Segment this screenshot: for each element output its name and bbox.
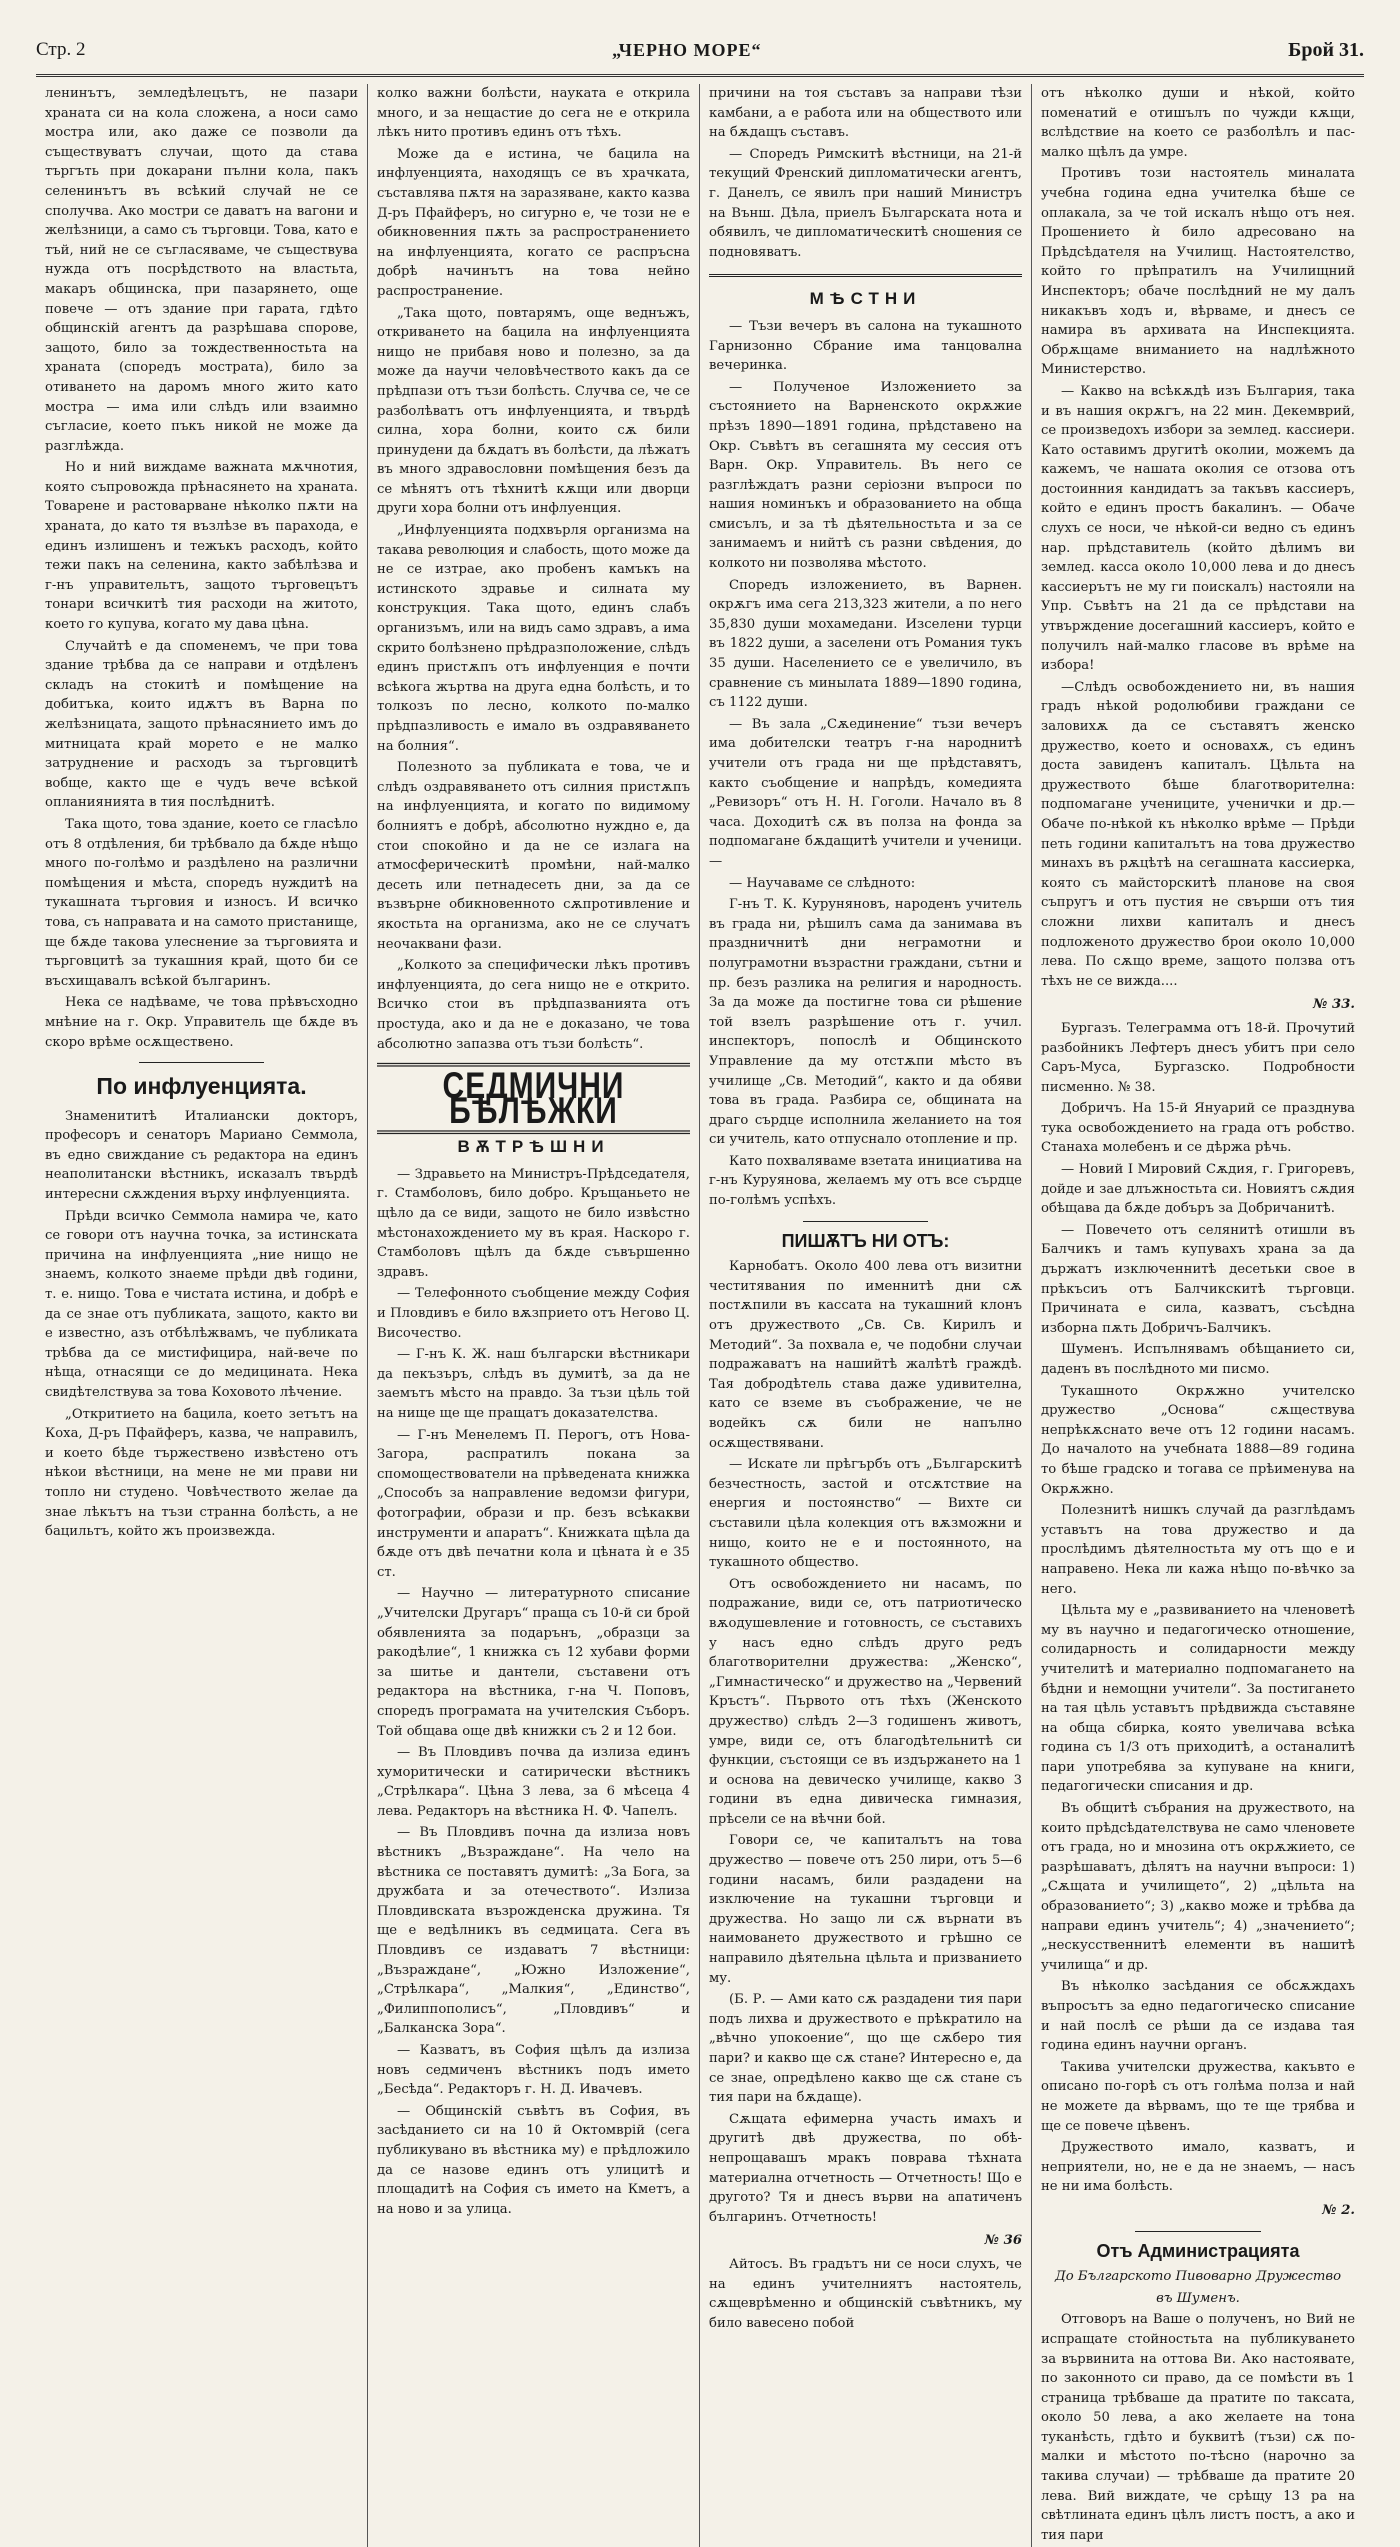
paragraph: Г-нъ Т. К. Куруняновъ, народенъ учитель въ града ни, рѣшилъ сама да занимава въ праздничнитѣ дни неграмотни и полуграмотни възрастни граждани, сътни и пр. безъ разлика на религия и народность. За да може да постигне това си рѣшение той взелъ разрѣшение отъ г. учил. инспекторъ, попослѣ и Общинското Управление да му отстѫпи мѣсто въ училище „Св. Методий“, както и да обяви това въ града. Разбира се, общината на драго сърдце исполнила желанието на тоя си учитель, като отпуснало отопление и пр.: [709, 897, 1022, 1148]
news-item: — Научно — литературното списание „Учителски Другаръ“ праща съ 10-й си брой обявленията за подарънъ, „образци за ракодѣлие“, 1 книжка съ 12 хубави форми за шитье и дантели, съставени отъ редактора на вѣстника, г-на Ч. Поповъ, споредъ програмата на учителския Съборъ. Той общава още двѣ книжки съ 2 и 12 бои.: [377, 1586, 690, 1739]
section-banner-weekly-notes: СЕДМИЧНИ БѢЛѢЖКИ: [377, 1063, 690, 1134]
paragraph: „Колкото за специфически лѣкъ противъ инфлуенцията, до сега нищо не е открито. Всичко стои въ прѣдпазванията отъ простуда, ако и да не е доказано, че това абсолютно запазва отъ тъзи болѣсть“.: [377, 958, 690, 1052]
paragraph: Така щото, това здание, което се гласѣло отъ 8 отдѣления, би трѣбвало да бѫде нѣщо много по-голѣмо и раздѣлено на различни помѣщения и мѣста, споредъ нуждитѣ на тукашната търговия и износъ. И всичко това, съ направата и на самото пристанище, ще бѫде такова улеснение за търговията и търговцитѣ за тукашния край, щото би се въсхищавалъ всѣкой българинъ.: [45, 816, 358, 989]
news-item: — Телефонното съобщение между София и Пловдивъ е било вѫзприето отъ Негово Ц. Височество.: [377, 1286, 690, 1341]
paragraph: Нека се надѣваме, че това прѣвъсходно мнѣние на г. Окр. Управитель ще бѫде въ скоро врѣме осѫществено.: [45, 995, 358, 1050]
news-item: — Споредъ Римскитѣ вѣстници, на 21-й текущий Френский дипломатически агентъ, г. Данелъ, се явилъ при наший Министръ на Външ. Дѣла, приелъ Българската нота и обявилъ, че дипломатическитѣ сношения се подновяватъ.: [709, 146, 1022, 260]
page-number: Стр. 2: [36, 39, 86, 60]
paragraph: Сѫщата ефимерна участь имахъ и другитѣ двѣ дружества, по обѣ-непрощавашъ мракъ поврава тѣхната материална отчетность — Отчетность! Що е другото? Тя и днесъ върви на апатиченъ българинъ. Отчетность!: [709, 2111, 1022, 2225]
paragraph: Отговоръ на Ваше о полученъ, но Вий не испращате стойностьта на публикуването за вървинита на оттова Ви. Ако настоявате, по законното си право, да се помѣсти въ 1 страница трѣбваше да пратите по таксата, около 50 лева, а ако желаете на тона туканѣсть, гдѣто и буквитѣ (тъзи) сѫ по-малки и мѣстото по-тѣсно (нарочно за такива случаи) — трѣбваше да пратите 20 лева. Вий виждате, че срѣщу 13 ра на свѣтлината единъ цѣлъ листъ постъ, а ако и тия пари: [1041, 2312, 1355, 2543]
paragraph: Противъ този настоятель миналата учебна година една учителка бѣше се оплакала, за че той искалъ нѣщо отъ нея. Прошението ѝ било адресовано на Прѣдсѣдателя на Училищ. Настоятелство, който го прѣпратилъ на Училищний Инспекторъ; обаче послѣдний не му далъ никакъвъ ходъ и, вѣрваме, и днесъ се намира въ архивата на Инспекцията. Обрѫщаме вниманието на надлѣжното Министерство.: [1041, 166, 1355, 378]
newspaper-title: „ЧЕРНО МОРЕ“: [612, 39, 762, 60]
section-heading-administration: Отъ Администрацията: [1096, 2240, 1300, 2261]
paragraph: Говори се, че капиталътъ на това дружество — повече отъ 250 лири, отъ 5—6 години насамъ, били раздадени на изключение на тукашни търговци и дружества. Но защо ли сѫ върнати въ наимоването дружеството и грѣшно се направило дѣятельна цѣльта и призванието му.: [709, 1833, 1022, 1986]
paragraph: „Откритието на бацила, което зетътъ на Коха, Д-ръ Пфайферъ, казва, че направилъ, и което бѣде тържествено извѣстено отъ нѣкои вѣстници, на мене не ми прави ни топло ни студено. Човѣчеството желае да знае лѣкътъ на тъзи странна болѣсть, а не бацильтъ, който жъ произвежда.: [45, 1406, 358, 1540]
news-item: — Г-нъ К. Ж. наш български вѣстникари да пекъзъръ, слѣдъ въ думитѣ, за да не заемътъ мѣсто на правдо. За тъзи цѣль той на нище ще ще пращатъ доказателства.: [377, 1347, 690, 1421]
correspondence-item: Шуменъ. Испълнявамъ обѣщанието си, даденъ въ послѣдното ми писмо.: [1041, 1342, 1355, 1377]
addressee-line: До Българското Пивоварно Дружество: [1054, 2269, 1342, 2285]
news-item: — Казватъ, въ София щѣлъ да излиза новъ седмиченъ вѣстникъ подъ името „Бесѣда“. Редакторъ г. Н. Д. Ивачевъ.: [377, 2043, 690, 2098]
paragraph: колко важни болѣсти, науката е открила много, и за нещастие до сега не е открила лѣкъ нито противъ единъ отъ тѣхъ.: [377, 86, 690, 141]
news-item: — Г-нъ Менелемъ П. Перогъ, отъ Нова-Загора, распратилъ покана за спомоществователи на прѣведената книжка „Способъ за направление ведомзи фигури, фотографии, образи и пр. безъ всѣкакви инструменти и апаратъ“. Книжката щѣла да бѫде отъ двѣ печатни кола и цѣната ѝ е 35 ст.: [377, 1427, 690, 1580]
paragraph: (Б. Р. — Ами като сѫ раздадени тия пари подъ лихва и дружеството е прѣкратило на „вѣчно упокоение“, що ще сѫберо тия пари? и какво ще сѫ стане? Интересно е, да се знае, опредѣлено какво ще сѫ стане съ тия пари на бѫдаще).: [709, 1992, 1022, 2106]
paragraph: Тукашното Окрѫжно учителско дружество „Основа“ сѫществува непрѣкѫснато вече отъ 12 години насамъ. До началото на учебната 1888—89 година то бѣше градско и тогава се прѣименува на Окрѫжно.: [1041, 1383, 1355, 1497]
paragraph: Въ общитѣ събрания на дружеството, на които прѣдсѣдателствува не само членовете отъ града, но и мнозина отъ окрѫжието, се разрѣшаватъ, дѣлятъ на научни въпроси: 1) „Сѫщата и училището“, 2) „цѣльта на образованието“; 3) „какво може и трѣбва да направи единъ учитель“; 4) „значението“; „нескусственнитѣ елементи въ нашитѣ училища“ и др.: [1041, 1801, 1355, 1973]
paragraph: Споредъ изложението, въ Варнен. окрѫгъ има сега 213,323 жители, а по него 35,830 души мохамедани. Изселени турци въ 1822 души, а заселени отъ Романия тукъ 35 души. Населението се е увеличило, въ сравнение съ минылата 1889—1890 година, съ 1122 души.: [709, 577, 1022, 711]
correspondence-item: Карнобатъ. Около 400 лева отъ визитни честитявания по именнитѣ дни сѫ постѫпили въ кассата на тукашний клонъ отъ дружеството „Св. Св. Кирилъ и Методий“. За похвала е, че подобни случаи подражаватъ на нашийтѣ жалѣтѣ граждѣ. Тая добродѣтель става даже удивителна, като се вземе въ съображение, че не водейкъ сѫ били не напълно осѫществявани.: [709, 1259, 1022, 1451]
paragraph: Цѣльта му е „развиванието на членоветѣ му въ научно и педагогическо отношение, солидарность и солидарности между учителитѣ и материално подпомагането на бѣдни и немощни учители“. За постигането на тая цѣль уставътъ прѣдвижда съставяне на обща сбирка, която увеличава всѣка година съ 1/3 отъ приходитѣ, а останалитѣ пари употребява за купуване на книги, педагогически списания и др.: [1041, 1603, 1355, 1795]
divider: [803, 1221, 928, 1222]
article-columns: [36, 84, 1364, 2543]
article-heading-influenza: По инфлуенцията.: [96, 1073, 307, 1100]
paragraph: Но и ний виждаме важната мѫчнотия, която съпровожда прѣнасянето на храната. Товарене и растоварване нѣколко пѫти на храната, до като тя възлѣзе въ парахода, е единъ излишенъ и тежъкъ расходъ, който тежи пакъ на селенина, както забѣлѣзва и г-нъ управительтъ, защото търговецътъ тонари всичкитѣ тия расходи на житото, което го купува, когато му дава цѣна.: [45, 460, 358, 633]
correspondence-item: Айтосъ. Въ градътъ ни се носи слухъ, че на единъ учителниятъ настоятель, сѫщеврѣменно и общинскій съвѣтникъ, му било вавесено побой: [709, 2256, 1022, 2331]
column-4: [1032, 84, 1364, 2547]
section-heading-internal: ВѪТРѢШНИ: [457, 1137, 610, 1157]
news-item: — Въ Пловдивъ почна да излиза новъ вѣстникъ „Възраждане“. На чело на вѣстника се поставятъ думитѣ: „За Бога, за дружбата и за отечеството“. Излиза Пловдивската възрожденска дружина. Тя ще е ведѣлникъ въ седмицата. Сега въ Пловдивъ се издаватъ 7 вѣстници: „Възраждане“, „Южно Изложение“, „Стрѣлкара“, „Малкия“, „Единство“, „Филиппополисъ“, „Пловдивъ“ и „Балканска Зора“.: [377, 1825, 690, 2037]
paragraph: Отъ освобождението ни насамъ, по подражание, види се, отъ патриотическо вѫодушевление и готовность, се съставихъ у насъ едно слѣдъ друго редъ благотворителни дружества: „Женско“, „Гимнастическо“ и дружество на „Червений Кръстъ“. Първото отъ тѣхъ (Женското дружество) слѣдъ 2—3 годишенъ животъ, умре, види се, отъ благодѣтельнитѣ си функции, състоящи се въ издържането на 1 и основа на девическо училище, какво 3 години въ една дивическа гимназия, прѣсели се на вѣчни бой.: [709, 1576, 1022, 1827]
column-3: [700, 84, 1032, 2547]
section-heading-local: МѢСТНИ: [809, 289, 922, 309]
paragraph: „Така щото, повтарямъ, още веднъжъ, откриването на бацила на инфлуенцията нищо не прибавя ново и полезно, за да може да научи человѣчеството какъ да се прѣдпази отъ тъзи болѣсть. Случва се, че се разболѣватъ отъ инфлуенцията, и твърдѣ силна, хора болни, които сѫ били принудени да бѫдатъ въ болѣсти, да лѣжатъ въ много здравословни помѣщения безъ да се мѣнятъ отъ тѣхнитѣ кѫщи или дворци други хора болни отъ инфлуенция.: [377, 305, 690, 517]
issue-number: Брой 31.: [1288, 38, 1364, 61]
paragraph: — Искате ли прѣгърбъ отъ „Българскитѣ безчестность, застой и отсѫтствие на енергия и постоянство“ — Вихте си съставили цѣла колекция отъ вѫзможни и нищо, които не е и постоянното, на тукашното общество.: [709, 1457, 1022, 1571]
correspondent-number: № 36: [984, 2233, 1022, 2249]
news-item: — Въ Пловдивъ почва да излиза единъ хуморитически и сатирически вѣстникъ „Стрѣлкара“. Цѣна 3 лева, за 6 мѣсеца 4 лева. Редакторъ на вѣстника Н. Ф. Чапелъ.: [377, 1745, 690, 1819]
news-item: — Полученое Изложението за състоянието на Варненското окрѫжие прѣзъ 1890—1891 година, прѣдставено на Окр. Съвѣтъ въ сегашнята му сессия отъ Варн. Окр. Управитель. Въ него се разглѣждатъ разни серiозни въпроси по нашия номинъкъ и образованието на обща смисълъ, и за тѣ дѣятельностьта и за се занимаемъ и нийтѣ съ разни свѣдения, до колкото ни позволява мѣстото.: [709, 379, 1022, 572]
news-item: — Въ зала „Сѫединение“ тъзи вечеръ има добителски театръ г-на народнитѣ учители отъ града ни ще прѣдставятъ, както съобщение и напрѣдъ, комедията „Ревизоръ“ отъ Н. Н. Гоголи. Начало въ 8 часа. Доходитѣ сѫ въ полза на фонда за подпомагане бѫдащитѣ учители и ученици.—: [709, 716, 1022, 869]
news-item: — Научаваме се слѣдното:: [729, 875, 916, 891]
paragraph: — Какво на всѣкѫдѣ изъ България, така и въ нашия окрѫгъ, на 22 мин. Декемврий, се произведохъ избори за землед. кассиери. Като оставимъ другитѣ околии, можемъ да кажемъ, че нашата околия се отзова отъ достоинния кандидатъ за такъвъ кассиеръ, който е единъ простъ бакалинъ. — Обаче слухъ се носи, че нѣкой-си ведно съ единъ нар. прѣдставитель (който дѣлимъ ви землед. касса около 10,000 лева и до днесъ кассиерътъ не му ги поискалъ) настояли на Упр. Съвѣтъ на 21 да се прѣдстави на утвърждение досегашний кассиеръ, който е получилъ най-малко гласове въ врѣме на избора!: [1041, 383, 1355, 674]
paragraph: —Слѣдъ освобождението ни, въ нашия градъ нѣкой родолюбиви граждани се заловихѫ да се съставятъ женско дружество, което и основахѫ, съ единъ доста завиденъ капиталъ. Цѣльта на дружеството бѣше благотворителна: подпомагане учениците, ученички и др.— Обаче по-нѣкой къ нѣколко врѣме — Прѣди петь години капиталътъ на това дружество минахъ въ рѫцѣтѣ на сегашната кассиерка, която съ майсторскитѣ планове на своя съпругъ и отъ пустия не свърши отъ тия сложни лихви капиталъ и днесъ подложеното дружество брои около 10,000 лева. По сѫщо време, защото ползва отъ тѣхъ не се вижда....: [1041, 679, 1355, 989]
paragraph: Дружеството имало, казватъ, и неприятели, но, не е да не знаемъ, — насъ не ни има болѣсть.: [1041, 2140, 1355, 2195]
paragraph: отъ нѣколко души и нѣкой, който поменатий е отишълъ по чужди кѫщи, вслѣдствие на което се разболѣлъ и пас-малко щѣлъ да умре.: [1041, 86, 1355, 160]
paragraph: Въ нѣколко засѣдания се обсѫждахъ въпросътъ за едно педагогическо списание и най послѣ се рѣши да се издава тая година единъ научни органъ.: [1041, 1979, 1355, 2054]
masthead: [36, 26, 1364, 77]
news-item: — Общинскій съвѣтъ въ София, въ засѣданието си на 10 й Октомврій (сега публикувано въ вѣстника му) е прѣдложило да се назове единъ отъ улицитѣ и площадитѣ на София съ името на Кметъ, а на ново и за улица.: [377, 2103, 690, 2217]
paragraph: Като похваляваме взетата инициатива на г-нъ Куруянова, желаемъ му отъ все сърдце по-голѣмъ успѣхъ.: [709, 1153, 1022, 1209]
paragraph: — Повечето отъ селянитѣ отишли въ Балчикъ и тамъ купувахъ храна за да държатъ изключеннитѣ десетьки свое в прѣкъсиъ отъ Балчикскитѣ търговци. Причината е сила, казватъ, съсѣдна изборна пѫть Добричъ-Балчикъ.: [1041, 1222, 1355, 1336]
correspondence-item: Добричъ. На 15-й Януарий се празднува тука освобождението на града отъ робство. Станаха молебенъ и се дѣржа рѣчь.: [1041, 1101, 1355, 1156]
correspondence-item: Бургазъ. Телеграмма отъ 18-й. Прочутий разбойникъ Лефтеръ днесъ убитъ при село Саръ-Муса, Бургазско. Подробности писменно. № 38.: [1041, 1020, 1355, 1095]
paragraph: Може да е истина, че бацила на инфлуенцията, находящъ се въ храчката, съставлява пѫтя на заразяване, както казва Д-ръ Пфайферъ, но сигурно е, че този не е обикновенния пѫть за распространението на инфлуенцията, когато се распръсна добрѣ начинътъ на това нейно распространение.: [377, 146, 690, 299]
news-item: — Тъзи вечеръ въ салона на тукашното Гарнизонно Сбрание има танцовална вечеринка.: [709, 318, 1022, 374]
news-item: — Здравьето на Министръ-Прѣдседателя, г. Стамболовъ, било добро. Кръщаньето не щѣло да се види, защото не било извѣстно мѣстонахождението му въ края. Наскоро г. Стамболовъ щѣлъ да бѫде съвършенно здравъ.: [377, 1166, 690, 1280]
divider: [139, 1062, 264, 1063]
paragraph: Случайтѣ е да споменемъ, че при това здание трѣбва да се направи и отдѣленъ складъ на стокитѣ и помѣщение на добитъка, които идѫтъ въ Варна по желѣзницата, защото прѣнасянието имъ до митницата край морето е не малко затруднение и расходъ за търговцитѣ вобще, както ще е чудъ вече всѣкой опланиянията в тия послѣднитѣ.: [45, 638, 358, 811]
addressee-city: въ Шуменъ.: [1156, 2290, 1240, 2306]
divider: [1135, 2231, 1261, 2232]
paragraph: — Новий I Мировий Сѫдия, г. Григоревъ, дойде и зае длъжностьта си. Новиятъ сѫдия обѣщава да бѫде добъръ за Добричанитѣ.: [1041, 1162, 1355, 1217]
column-2: [368, 84, 700, 2547]
correspondent-number: № 33.: [1313, 997, 1355, 1013]
paragraph: причини на тоя съставъ за направи тѣзи камбани, а е работа или на обществото или на бѫдащъ съставъ.: [709, 86, 1022, 141]
paragraph: Полезнитѣ нишкъ случай да разглѣдамъ уставътъ на това дружество и да прослѣдимъ дѣятелностьта му отъ що е и направено. Нека ли кажа нѣщо по-вѣчко за него.: [1041, 1503, 1355, 1597]
column-1: [36, 84, 368, 2547]
paragraph: Такива учителски дружества, какъвто е описано по-горѣ съ отъ голѣма полза и най не можете да вѣрвамъ, що те ще трябва и ще се повече цѣвенъ.: [1041, 2059, 1355, 2134]
section-heading-correspondence: ПИШѪТЪ НИ ОТЪ:: [781, 1230, 950, 1251]
paragraph: Полезното за публиката е това, че и слѣдъ оздравяването отъ силния пристѫпъ на инфлуенцията, и когато по видимому болниятъ е добрѣ, абсолютно нуждно е, да стои спокойно и да не се излага на атмосферическитѣ промѣни, най-малко десеть или петнадесеть дни, за да се възвърне обикновенното сѫпротивление и якостьта на организма, ако не се случатъ неочаквани фази.: [377, 760, 690, 952]
paragraph: Знаменититѣ Италиански докторъ, професоръ и сенаторъ Мариано Семмола, въ едно свиждание съ редактора на единъ неаполитански вѣстникъ, исказалъ твърдѣ интересни сѫждения върху инфлуенцията.: [45, 1108, 358, 1203]
paragraph: Прѣди всичко Семмола намира че, като се говори отъ научна точка, за истинската причина на инфлуенцията „ние нищо не знаемъ, колкото знаеме прѣди двѣ години, т. е. нищо. Това е чистата истина, и добрѣ е да се знае отъ публиката, защото, както ви е известно, азъ отбѣлѣжвамъ, че публиката трѣбва да се мистифицира, най-вече по нѣща, отнасящи се до медицината. Нека свидѣтелствува за това Коховото лѣчение.: [45, 1208, 358, 1400]
paragraph: ленинътъ, земледѣлецътъ, не пазари храната си на кола сложена, а носи само мостра или, ако даже се позволи да съществуватъ случаи, щото да става търгъть при докарани пълни кола, пакъ селенинътъ въ всѣкий случай не се сполучва. Ако мостри се даватъ на вагони и желѣзници, а само съ търговци. Това, като е тъй, ний не се съгласяваме, че съществува нужда отъ посрѣдството на властьта, макаръ общинска, при пазарянето, още повече — отъ здание при гарата, гдѣто общинскій агентъ да разрѣшава спорове, защото, било за тождественностьта на храната (споредъ мострата), било за отиването на даромъ много жито като мостра — има или слѣдъ или взаимно съгласие, което пъкъ никой не може да разглѣжда.: [45, 86, 358, 454]
correspondent-number: № 2.: [1322, 2202, 1355, 2218]
divider: [709, 274, 1022, 277]
paragraph: „Инфлуенцията подхвърля организма на такава революция и слабость, щото може да не се изтрае, ако пробенъ камъкъ на истинското здравье и силната му конструкция. Така щото, единъ слабъ организъмъ, или на видъ само здравъ, а има скрито болѣзнено прѣдразположение, слѣдъ единъ пристѫпъ отъ инфлуенция е почти всѣкога жъртва на друга една болѣсть, и то толкозъ по лесно, колкото по-малко прѣдпазливость е имало въ оздравяването на болния“.: [377, 523, 690, 754]
